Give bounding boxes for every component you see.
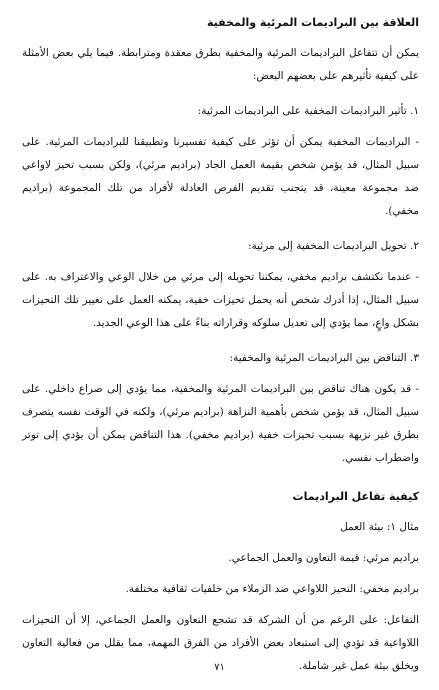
section-2-title: ٢. تحويل البراديمات المخفية إلى مرئية: — [247, 240, 419, 252]
visible-paradigm-line: براديم مرئي: قيمة التعاون والعمل الجماعي. — [228, 552, 419, 564]
hidden-paradigm-line: براديم مخفي: التحيز اللاواعي ضد الزملاء من خلفيات ثقافية مختلفة. — [125, 583, 419, 595]
section-1-title: ١. تأثير البراديمات المخفية على البراديمات المرئية: — [197, 105, 419, 117]
section-2-body: - عندما نكتشف براديم مخفي، يمكننا تحويله إلى مرئي من خلال الوعي والاعتراف به. على سبيل المثال، إذا أدرك شخص أنه يحمل تحيزات خفية، يمكنه العمل على تغيير تلك التحيزات بشكل واعٍ، مما يؤدي إلى تعديل سلوكه وقراراته بناءً على هذا الوعي الجديد. — [22, 271, 419, 329]
page-number: ٧١ — [214, 662, 225, 673]
page-content — [22, 12, 419, 678]
section-heading-interaction: كيفية تفاعل البراديمات — [292, 490, 419, 503]
section-1-body: - البراديمات المخفية يمكن أن تؤثر على كيفية تفسيرنا وتطبيقنا للبراديمات المرئية. على سبيل المثال، قد يؤمن شخص بقيمة العمل الجاد (براديم مرئي)، ولكن بسبب تحيز لاواعي ضد مجموعة معينة، قد يتجنب تقديم الفرص العادلة لأفراد من تلك المجموعة (براديم مخفي). — [22, 136, 419, 217]
section-3-title: ٣. التناقض بين البراديمات المرئية والمخفية: — [229, 352, 419, 364]
interaction-paragraph: التفاعل: على الرغم من أن الشركة قد تشجع التعاون والعمل الجماعي، إلا أن التحيزات اللاواعية قد تؤدي إلى استبعاد بعض الأفراد من الفرق المهمة، مما يقلل من فعالية التعاون ويخلق بيئة عمل غير شاملة. — [22, 614, 419, 672]
section-3-body: - قد يكون هناك تناقض بين البراديمات المرئية والمخفية، مما يؤدي إلى صراع داخلي. على سبيل المثال، قد يؤمن شخص بأهمية النزاهة (براديم مرئي)، ولكنه في الوقت نفسه يتصرف بطرق غير نزيهة بسبب تحيزات خفية (براديم مخفي). هذا التناقض يمكن أن يؤدي إلى توتر واضطراب نفسي. — [22, 383, 419, 464]
section-heading-relationship: العلاقة بين البراديمات المرئية والمخفية — [206, 16, 419, 29]
intro-paragraph: يمكن أن تتفاعل البراديمات المرئية والمخفية بطرق معقدة ومترابطة. فيما يلي بعض الأمثلة على كيفية تأثيرهم على بعضهم البعض: — [22, 47, 419, 82]
example-title: مثال ١: بيئة العمل — [340, 521, 419, 533]
